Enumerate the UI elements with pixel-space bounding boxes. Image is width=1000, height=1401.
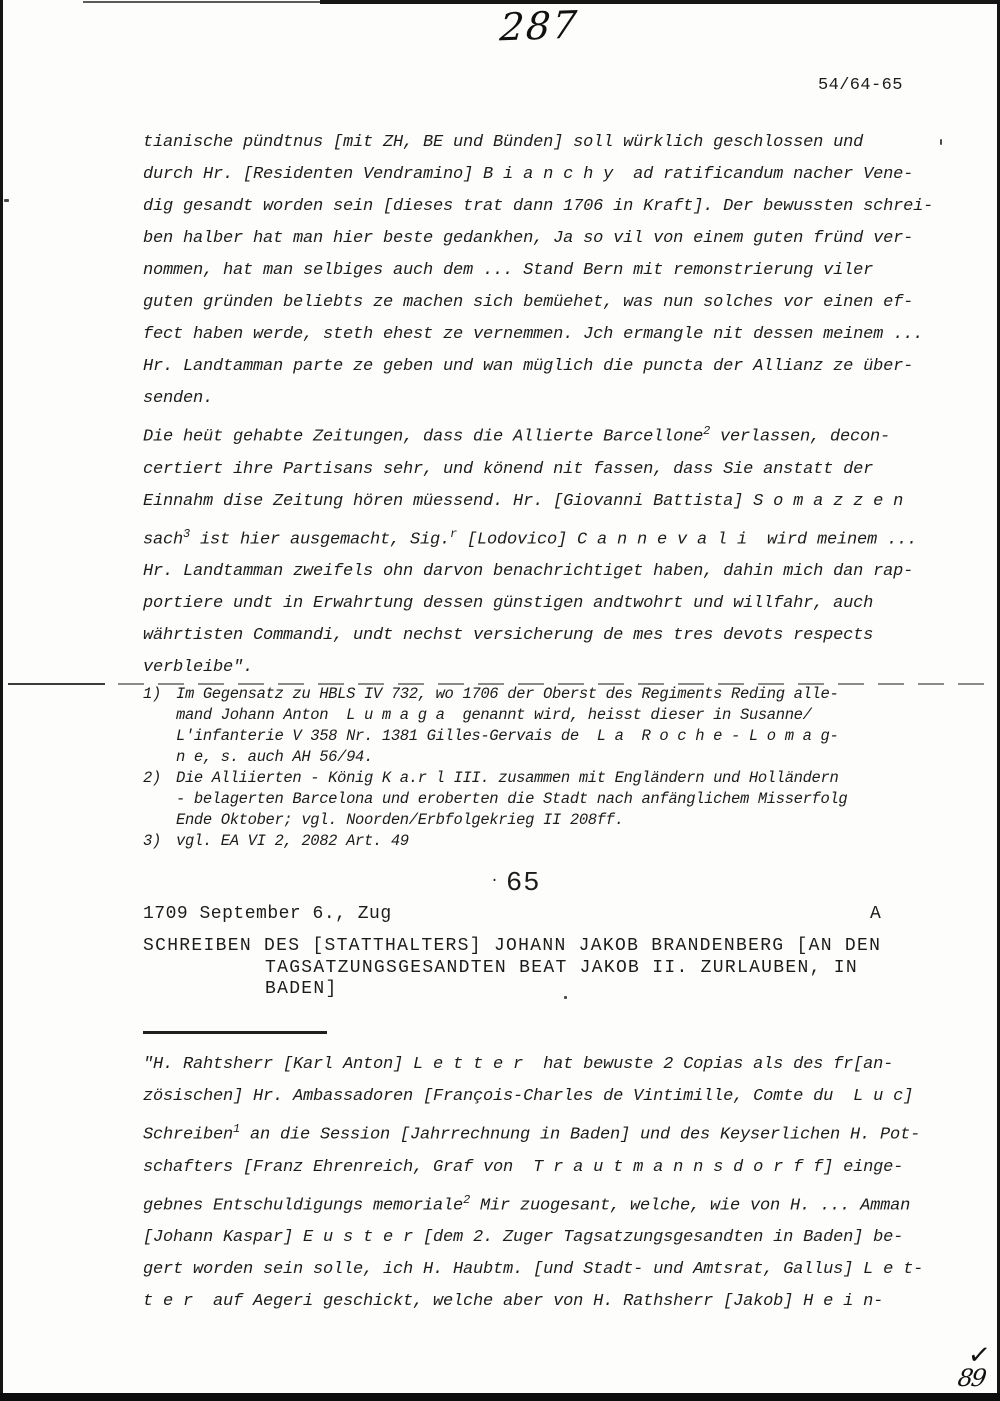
handwritten-checkmark-icon: ✓ bbox=[966, 1338, 993, 1373]
title-underline-rule bbox=[143, 1031, 327, 1034]
text-line: Die Alliierten - König K a.r l III. zusammen mit Engländern und Holländern bbox=[176, 769, 839, 787]
archive-reference: 54/64-65 bbox=[818, 76, 903, 95]
text-line: dig gesandt worden sein [dieses trat dann 1706 in Kraft]. Der bewussten schrei- bbox=[143, 197, 934, 216]
scan-border-top-right bbox=[320, 0, 1000, 4]
text-line: gert worden sein solle, ich H. Haubtm. [und Stadt- und Amtsrat, Gallus] L e t- bbox=[143, 1260, 924, 1280]
text-line: Hr. Landtamman zweifels ohn darvon benachrichtiget haben, dahin mich dan rap- bbox=[143, 562, 914, 582]
scan-border-bottom bbox=[0, 1393, 1000, 1401]
text-line: certiert ihre Partisans sehr, und könend nit fassen, dass Sie anstatt der bbox=[143, 459, 874, 479]
footnote-separator-solid-segment bbox=[8, 683, 105, 685]
text-line: "H. Rahtsherr [Karl Anton] L e t t e r hat bewuste 2 Copias als des fr[an- bbox=[143, 1055, 894, 1074]
handwritten-folio-number: 89 bbox=[956, 1364, 987, 1392]
footnote-label: 3) bbox=[143, 832, 161, 850]
footnote bbox=[143, 768, 847, 831]
text-line: SCHREIBEN DES [STATTHALTERS] JOHANN JAKOB BRANDENBERG [AN DEN bbox=[143, 936, 882, 956]
text-line: t e r auf Aegeri geschickt, welche aber von H. Rathsherr [Jakob] H e i n- bbox=[143, 1292, 884, 1312]
letter-body-entry-65 bbox=[143, 1049, 923, 1318]
footnote-label: 1) bbox=[143, 685, 161, 703]
text-line: währtisten Commandi, undt nechst versicherung de mes tres devots respects bbox=[143, 626, 874, 646]
text-line: Einnahm dise Zeitung hören müessend. Hr. [Giovanni Battista] S o m a z z e n bbox=[143, 491, 904, 511]
scan-speck bbox=[4, 199, 9, 202]
text-line: zösischen] Hr. Ambassadoren [François-Charles de Vintimille, Comte du L u c] bbox=[143, 1087, 914, 1106]
entry-number-heading bbox=[490, 869, 540, 899]
text-line: BADEN] bbox=[265, 979, 338, 999]
text-line: guten gründen beliebts ze machen sich bemüehet, was nun solches vor einen ef- bbox=[143, 293, 914, 312]
footnote-text bbox=[176, 768, 847, 831]
entry-title bbox=[143, 936, 881, 1001]
text-line: vgl. EA VI 2, 2082 Art. 49 bbox=[176, 832, 409, 850]
text-line: fect haben werde, steth ehest ze vernemmen. Jch ermangle nit dessen meinem ... bbox=[143, 325, 924, 344]
handwritten-page-number: 287 bbox=[498, 2, 581, 50]
entry-number: 65 bbox=[506, 869, 541, 899]
footnote-text bbox=[176, 684, 838, 768]
text-line: mand Johann Anton L u m a g a genannt wird, heisst dieser in Susanne/ bbox=[176, 706, 812, 724]
text-line: schafters [Franz Ehrenreich, Graf von T r a u t m a n n s d o r f f] einge- bbox=[143, 1157, 904, 1177]
text-line: senden. bbox=[143, 389, 214, 408]
letter-body-continuation bbox=[143, 127, 933, 684]
text-line: portiere undt in Erwahrtung dessen günstigen andtwohrt und willfahr, auch bbox=[143, 594, 874, 614]
text-line: nommen, hat man selbiges auch dem ... Stand Bern mit remonstrierung viler bbox=[143, 261, 874, 280]
text-line: Schreiben$^1$ an die Session [Jahrrechnung in Baden] und des Keyserlichen H. Pot- bbox=[143, 1122, 921, 1145]
entry-number-dot: · bbox=[490, 872, 501, 889]
text-line: [Johann Kaspar] E u s t e r [dem 2. Zuger Tagsatzungsgesandten in Baden] be- bbox=[143, 1228, 904, 1248]
text-line: TAGSATZUNGSGESANDTEN BEAT JAKOB II. ZURLAUBEN, IN bbox=[265, 957, 858, 978]
text-line: gebnes Entschuldigungs memoriale$^2$ Mir zuogesant, welche, wie von H. ... Amman bbox=[143, 1192, 911, 1216]
entry-dateline: 1709 September 6., Zug bbox=[143, 904, 392, 924]
scan-border-top-left bbox=[83, 1, 320, 3]
text-line: Im Gegensatz zu HBLS IV 732, wo 1706 der Oberst des Regiments Reding alle- bbox=[176, 685, 839, 703]
scan-border-left bbox=[0, 0, 3, 1393]
text-line: L'infanterie V 358 Nr. 1381 Gilles-Gervais de L a R o c h e - L o m a g- bbox=[176, 727, 839, 745]
text-line: durch Hr. [Residenten Vendramino] B i a n c h y ad ratificandum nacher Vene- bbox=[143, 165, 914, 184]
text-line: tianische pündtnus [mit ZH, BE und Bünden] soll würklich geschlossen und bbox=[143, 133, 864, 152]
text-line: - belagerten Barcelona und eroberten die Stadt nach anfänglichem Misserfolg bbox=[176, 790, 848, 808]
text-line: ben halber hat man hier beste gedankhen, Ja so vil von einem guten fründ ver- bbox=[143, 229, 914, 248]
text-line: verbleibe". bbox=[143, 658, 254, 678]
footnote-label: 2) bbox=[143, 769, 161, 787]
text-line: Die heüt gehabte Zeitungen, dass die Allierte Barcellone$^2$ verlassen, decon- bbox=[143, 424, 891, 447]
footnotes-block bbox=[143, 684, 847, 852]
text-line: sach$^3$ ist hier ausgemacht, Sig.$^r$ [Lodovico] C a n n e v a l i wird meinem ... bbox=[143, 526, 918, 550]
footnote bbox=[143, 831, 847, 852]
scan-speck bbox=[940, 139, 942, 145]
entry-marker-a: A bbox=[870, 904, 881, 924]
text-line: Ende Oktober; vgl. Noorden/Erbfolgekrieg II 208ff. bbox=[176, 811, 624, 829]
footnote-text bbox=[176, 831, 409, 852]
text-line: n e, s. auch AH 56/94. bbox=[176, 748, 373, 766]
text-line: Hr. Landtamman parte ze geben und wan müglich die puncta der Allianz ze über- bbox=[143, 357, 914, 376]
footnote bbox=[143, 684, 847, 768]
